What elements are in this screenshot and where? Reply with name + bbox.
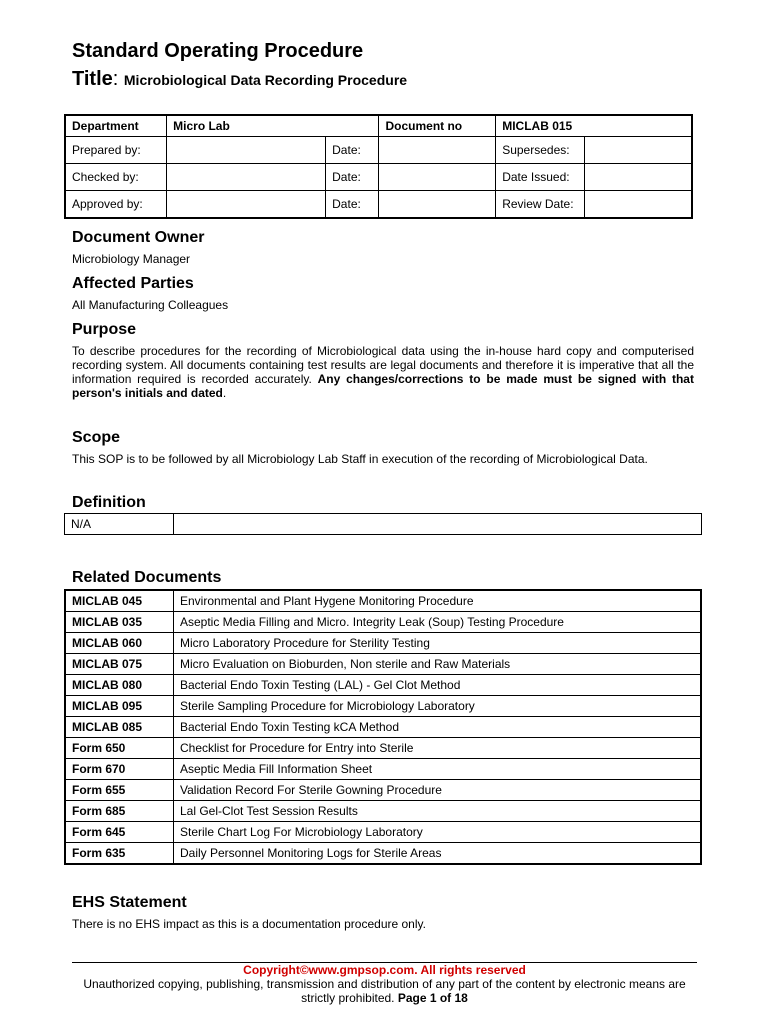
checked-by-field — [167, 164, 326, 191]
date-issued-field — [584, 164, 692, 191]
purpose-text — [72, 344, 694, 400]
document-title: Micro Evaluation on Bioburden, Non sterile and Raw Materials — [174, 654, 702, 675]
title-value: Microbiological Data Recording Procedure — [123, 72, 408, 88]
approved-by-field — [167, 191, 326, 219]
definition-empty-cell — [174, 514, 702, 535]
page-number: Page 1 of 18 — [397, 991, 468, 1005]
affected-parties-section — [72, 274, 228, 312]
section-heading: Definition — [72, 494, 146, 511]
review-date-label: Review Date: — [496, 191, 585, 219]
document-title: Aseptic Media Fill Information Sheet — [174, 759, 702, 780]
document-title: Aseptic Media Filling and Micro. Integrity Leak (Soup) Testing Procedure — [174, 612, 702, 633]
section-text: Microbiology Manager — [72, 252, 191, 266]
table-row — [65, 654, 701, 675]
table-row — [65, 590, 701, 612]
prepared-by-label: Prepared by: — [65, 137, 167, 164]
definition-value: N/A — [65, 514, 174, 535]
document-heading: Standard Operating Procedure — [72, 40, 364, 62]
document-code: MICLAB 085 — [65, 717, 174, 738]
document-title: Checklist for Procedure for Entry into Sterile — [174, 738, 702, 759]
date-field — [379, 191, 496, 219]
document-title: Validation Record For Sterile Gowning Procedure — [174, 780, 702, 801]
review-date-field — [584, 191, 692, 219]
title-label: Title — [72, 68, 113, 90]
document-title — [72, 66, 702, 93]
document-code: MICLAB 080 — [65, 675, 174, 696]
table-row — [65, 612, 701, 633]
supersedes-label: Supersedes: — [496, 137, 585, 164]
section-heading: Affected Parties — [72, 275, 194, 292]
purpose-body: To describe procedures for the recording of Microbiological data using the in-house hard copy and computerised recording system. All documents containing test results are legal documents and therefore it is imperative that all the information required is recorded accurately. — [72, 344, 694, 386]
document-title: Sterile Sampling Procedure for Microbiology Laboratory — [174, 696, 702, 717]
document-title: Bacterial Endo Toxin Testing (LAL) - Gel Clot Method — [174, 675, 702, 696]
date-label: Date: — [326, 164, 379, 191]
table-row — [65, 675, 701, 696]
table-row — [65, 717, 701, 738]
prepared-by-field — [167, 137, 326, 164]
section-heading: Scope — [72, 429, 121, 446]
date-label: Date: — [326, 137, 379, 164]
department-label: Department — [65, 115, 167, 137]
document-code: Form 670 — [65, 759, 174, 780]
document-code: MICLAB 045 — [65, 590, 174, 612]
document-code: Form 635 — [65, 843, 174, 865]
document-code: MICLAB 095 — [65, 696, 174, 717]
table-row — [65, 738, 701, 759]
footer-notice — [72, 977, 697, 1005]
document-title: Sterile Chart Log For Microbiology Laboratory — [174, 822, 702, 843]
document-code: MICLAB 035 — [65, 612, 174, 633]
definition-table — [64, 513, 702, 535]
table-row — [65, 822, 701, 843]
table-row — [65, 843, 701, 865]
document-title: Lal Gel-Clot Test Session Results — [174, 801, 702, 822]
table-row — [65, 801, 701, 822]
section-text: This SOP is to be followed by all Microbiology Lab Staff in execution of the recording of Microbiological Data. — [72, 452, 648, 466]
page-footer — [72, 963, 697, 1005]
document-owner-section — [72, 228, 204, 266]
department-value: Micro Lab — [167, 115, 379, 137]
date-label: Date: — [326, 191, 379, 219]
definition-section — [72, 493, 146, 513]
ehs-section — [72, 893, 426, 931]
document-code: Form 645 — [65, 822, 174, 843]
copyright-notice: Copyright©www.gmpsop.com. All rights reserved — [243, 963, 526, 977]
document-title: Environmental and Plant Hygene Monitoring Procedure — [174, 590, 702, 612]
table-row — [65, 759, 701, 780]
section-heading: Document Owner — [72, 229, 205, 246]
document-code: Form 685 — [65, 801, 174, 822]
footer-notice-text: Unauthorized copying, publishing, transmission and distribution of any part of the content by electronic means are strictly prohibited. — [83, 977, 686, 1005]
section-heading: Related Documents — [72, 569, 222, 586]
title-colon: : — [112, 68, 119, 90]
document-control-table — [64, 114, 693, 219]
checked-by-label: Checked by: — [65, 164, 167, 191]
table-row — [65, 780, 701, 801]
purpose-bold-note: Any changes/corrections to be made must be signed with that person's initials and dated — [72, 372, 694, 400]
supersedes-field — [584, 137, 692, 164]
related-documents-section — [72, 568, 221, 588]
date-issued-label: Date Issued: — [496, 164, 585, 191]
date-field — [379, 137, 496, 164]
table-row — [65, 633, 701, 654]
section-heading: Purpose — [72, 321, 137, 338]
section-heading: EHS Statement — [72, 894, 187, 911]
document-no-value: MICLAB 015 — [496, 115, 692, 137]
document-code: Form 655 — [65, 780, 174, 801]
document-no-label: Document no — [379, 115, 496, 137]
approved-by-label: Approved by: — [65, 191, 167, 219]
section-text: There is no EHS impact as this is a documentation procedure only. — [72, 917, 426, 931]
document-title: Bacterial Endo Toxin Testing kCA Method — [174, 717, 702, 738]
scope-section — [72, 428, 648, 466]
document-code: MICLAB 060 — [65, 633, 174, 654]
document-code: Form 650 — [65, 738, 174, 759]
section-text: All Manufacturing Colleagues — [72, 298, 229, 312]
document-code: MICLAB 075 — [65, 654, 174, 675]
purpose-section — [72, 320, 694, 400]
document-title: Micro Laboratory Procedure for Sterility Testing — [174, 633, 702, 654]
related-documents-table — [64, 589, 702, 865]
document-title: Daily Personnel Monitoring Logs for Sterile Areas — [174, 843, 702, 865]
purpose-end: . — [222, 386, 227, 400]
date-field — [379, 164, 496, 191]
table-row — [65, 696, 701, 717]
sop-header — [72, 38, 702, 93]
